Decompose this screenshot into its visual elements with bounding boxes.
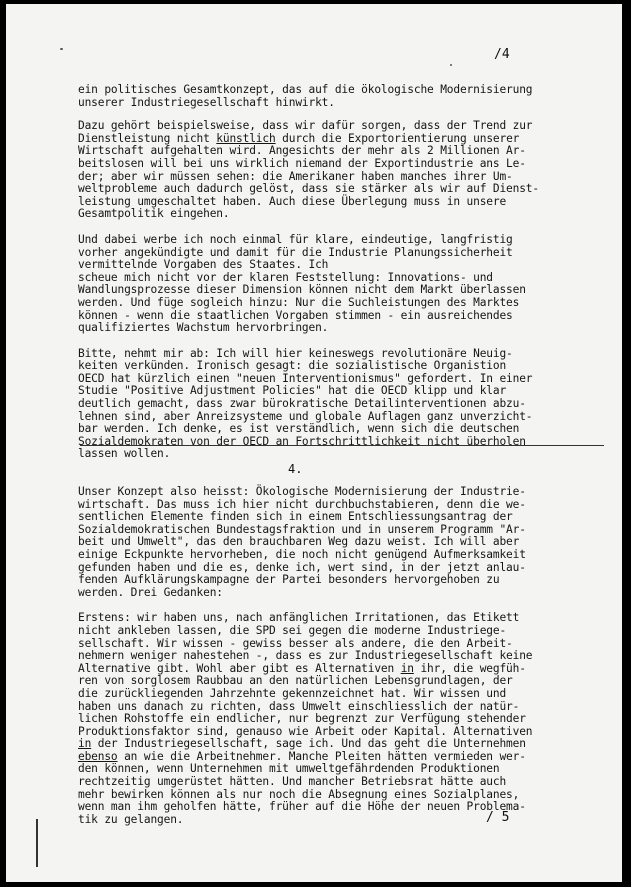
paragraph: ein politisches Gesamtkonzept, das auf die ökologische Modernisierung unserer Industriegesellschaft hinwirkt. xyxy=(78,83,533,109)
scan-speck xyxy=(450,64,452,66)
underlined-word: in xyxy=(78,737,92,751)
section-number: 4. xyxy=(288,462,303,476)
margin-mark xyxy=(36,819,38,867)
paragraph: Bitte, nehmt mir ab: Ich will hier keineswegs revolutionäre Neuig- keiten verkünden. Ironisch gesagt: die sozialistische Organistion OECD hat kürzlich einen "neuen Interventionismus" gefordert. In einer Studie "Positive Adjustment Policies" hat die OECD klipp und klar deutlich gemacht, dass zwar bürokratische Detailinterventionen abzu- lehnen sind, aber Anreizsysteme und globale Auflagen ganz unverzicht- bar werden. Ich denke, es ist verständlich, wenn sich die deutschen Sozialdemokraten von der OECD an Fortschrittlichkeit nicht überholen lassen wollen. xyxy=(78,346,533,461)
underlined-word: in xyxy=(400,661,414,675)
paragraph: Und dabei werbe ich noch einmal für klare, eindeutige, langfristig vorher angekündigte und damit für die Industrie Planungssicherheit vermittelnde Vorgaben des Staates. Ich scheue mich nicht vor der klaren Feststellung: Innovations- und Wandlungsprozesse dieser Dimension können nicht dem Markt überlassen werden. Und füge sogleich hinzu: Nur die Suchleistungen des Marktes können - wenn die staatlichen Vorgaben stimmen - ein ausreichendes qualifiziertes Wachstum hervorbringen. xyxy=(78,232,526,335)
page-number-top: /4 xyxy=(494,47,510,62)
document-page xyxy=(6,4,622,882)
section-3-text xyxy=(78,84,578,474)
paragraph: Dazu gehört beispielsweise, dass wir dafür sorgen, dass der Trend zur Dienstleistung nicht künstlich durch die Exportorientierung unserer Wirtschaft aufgehalten wird. Angesichts der mehr als 2 Millionen Ar- beitslosen will bei uns wirklich niemand der Exportindustrie ans Le- der; aber wir müssen sehen: die Amerikaner haben manches ihrer Um- weltprobleme auch dadurch gelöst, dass sie stärker als wir auf Dienst- leistung umgeschaltet haben. Auch diese Überlegung muss in unsere Gesamtpolitik eingehen. xyxy=(78,119,539,221)
paragraph: Erstens: wir haben uns, nach anfänglichen Irritationen, das Etikett nicht ankleben lassen, die SPD sei gegen die moderne Industriege- sellschaft. Wir wissen - gewiss besser als andere, die den Arbeit- nehmern weniger nahestehen -, dass es zur Industriegesellschaft keine Alternative gibt. Wohl aber gibt es Alternativen in ihr, die wegfüh- ren von sorglosem Raubbau an den natürlichen Lebensgrundlagen, der die zurückliegenden Jahrzehnte gekennzeichnet hat. Wir wissen und haben uns danach zu richten, dass Umwelt einschliesslich der natür- lichen Rohstoffe ein endlicher, nur begrenzt zur Verfügung stehender Produktionsfaktor sind, genauso wie Arbeit oder Kapital. Alternativen in der Industriegesellschaft, sage ich. Und das geht die Unternehmen ebenso an wie die Arbeitnehmer. Manche Pleiten hätten vermieden wer- den können, wenn Unternehmen mit umweltgefährdenden Produktionen rechtzeitig umgerüstet hätten. Und mancher Betriebsrat hätte auch mehr bewirken können als nur noch die Absegnung eines Sozialplanes, wenn man ihm geholfen hätte, früher auf die Höhe der neuen Problema- tik zu gelangen. xyxy=(78,611,533,826)
section-4-text xyxy=(78,486,578,839)
page-number-bottom: / 5 xyxy=(486,810,510,825)
scan-speck xyxy=(60,48,63,50)
underlined-word: ebenso xyxy=(78,749,118,763)
paragraph: Unser Konzept also heisst: Ökologische Modernisierung der Industrie- wirtschaft. Das muss ich hier nicht durchbuchstabieren, denn die we- sentlichen Elemente finden sich in einem Entschliessungsantrag der Sozialdemokratischen Bundestagsfraktion und in unserem Programm "Ar- beit und Umwelt", das den brauchbaren Weg dazu weist. Ich will aber einige Eckpunkte hervorheben, die noch nicht genügend Aufmerksamkeit gefunden haben und die es, denke ich, wert sind, in der jetzt anlau- fenden Aufklärungskampagne der Partei besonders hervorgehoben zu werden. Drei Gedanken: xyxy=(78,485,526,599)
underlined-word: künstlich xyxy=(216,131,276,145)
section-divider xyxy=(80,445,604,446)
